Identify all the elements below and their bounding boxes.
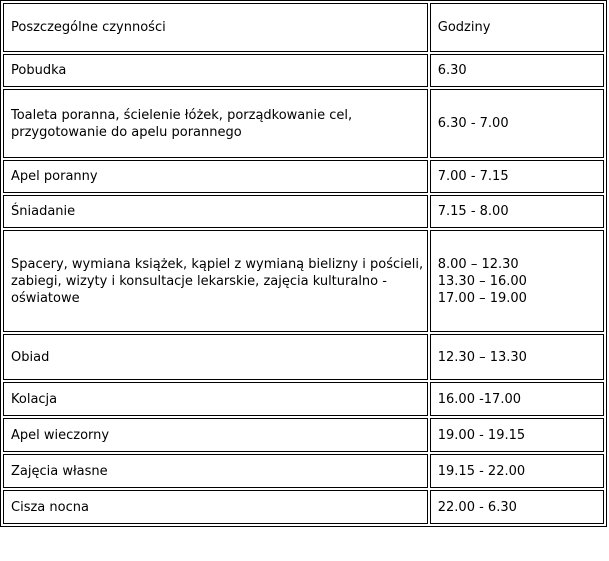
table-row [3,230,604,332]
hours-cell: 19.15 - 22.00 [430,454,604,488]
activity-cell: Spacery, wymiana książek, kąpiel z wymianą bielizny i pościeli, zabiegi, wizyty i konsultacje lekarskie, zajęcia kulturalno - oświatowe [3,230,428,332]
activity-cell: Apel wieczorny [3,418,428,452]
hours-cell: 12.30 – 13.30 [430,334,604,380]
activity-cell: Cisza nocna [3,490,428,524]
table-row [3,382,604,416]
activity-cell: Pobudka [3,54,428,87]
hours-cell: 6.30 - 7.00 [430,89,604,158]
table-row [3,334,604,380]
header-hours: Godziny [430,3,604,52]
hours-cell: 8.00 – 12.30 13.30 – 16.00 17.00 – 19.00 [430,230,604,332]
table-row [3,490,604,524]
activity-cell: Toaleta poranna, ścielenie łóżek, porządkowanie cel, przygotowanie do apelu porannego [3,89,428,158]
hours-cell: 7.00 - 7.15 [430,160,604,193]
activity-cell: Kolacja [3,382,428,416]
activity-cell: Obiad [3,334,428,380]
hours-cell: 22.00 - 6.30 [430,490,604,524]
hours-cell: 16.00 -17.00 [430,382,604,416]
hours-cell: 7.15 - 8.00 [430,195,604,228]
table-row [3,195,604,228]
hours-cell: 19.00 - 19.15 [430,418,604,452]
table-row [3,160,604,193]
activity-cell: Zajęcia własne [3,454,428,488]
hours-cell: 6.30 [430,54,604,87]
table-row [3,454,604,488]
header-activity: Poszczególne czynności [3,3,428,52]
table-row [3,418,604,452]
header-row [3,3,604,52]
table-row [3,89,604,158]
activity-cell: Apel poranny [3,160,428,193]
table-row [3,54,604,87]
activity-cell: Śniadanie [3,195,428,228]
